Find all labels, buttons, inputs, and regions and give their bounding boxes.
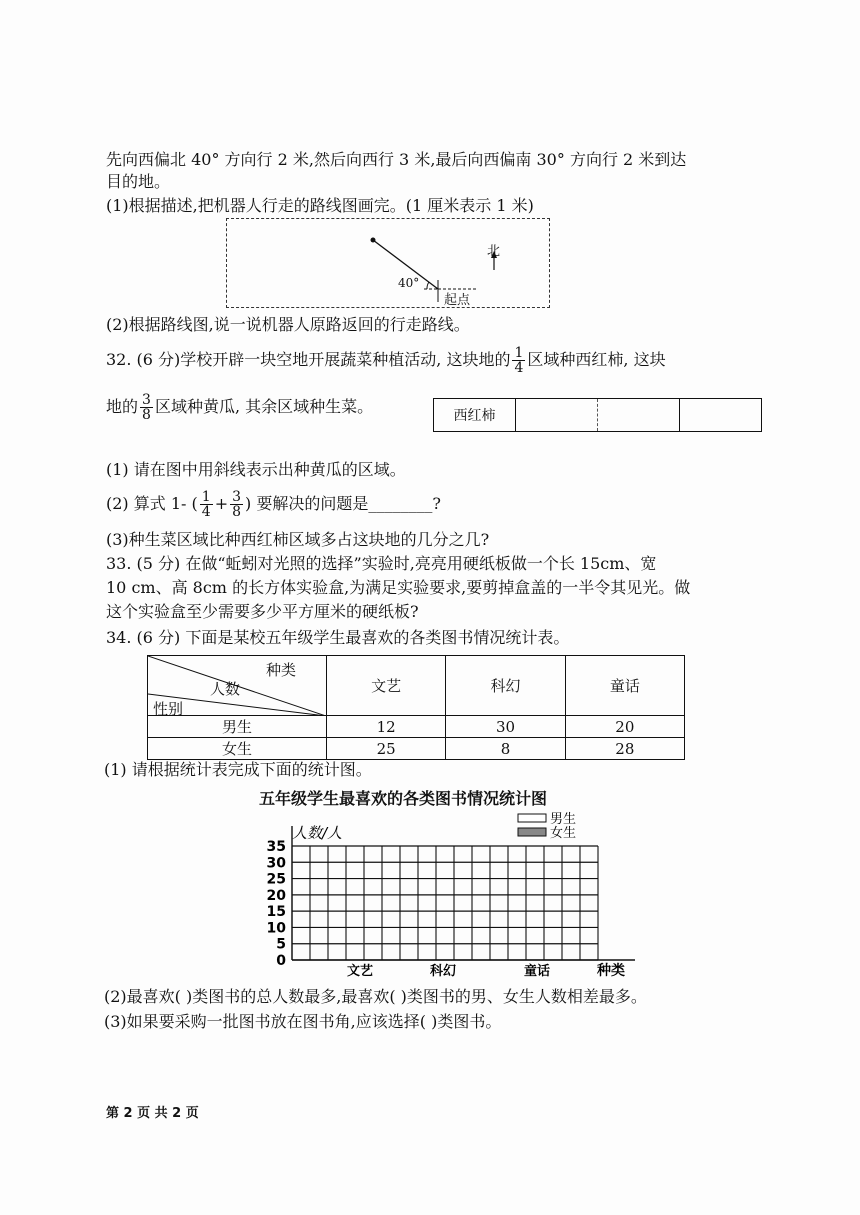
x-tick-label: 科幻 [429,964,457,979]
plot-diagram [433,398,762,432]
q33-line3: 这个实验盒至少需要多少平方厘米的硬纸板? [106,602,419,621]
column-header: 童话 [565,656,684,716]
angle-label: 40° [398,276,420,290]
q32-part1: (1) 请在图中用斜线表示出种黄瓜的区域。 [106,460,406,479]
table-row [148,738,685,760]
header-gender: 性别 [153,700,184,718]
y-tick-label: 25 [266,871,286,888]
statistics-table [147,655,685,760]
plot-cell-tomato: 西红柿 [434,399,516,431]
angle-arc [427,282,429,289]
legend-swatch-boys [518,814,546,822]
q32-intro-line2: 地的 $\frac{3}{8}$ 区域种黄瓜, 其余区域种生菜。 [106,391,374,423]
legend-label-boys: 男生 [550,812,577,827]
x-axis-label: 种类 [597,963,625,979]
q31-line2: 目的地。 [106,172,171,191]
column-header: 科幻 [446,656,565,716]
x-tick-label: 文艺 [346,964,374,979]
q31-part1: (1)根据描述,把机器人行走的路线图画完。(1 厘米表示 1 米) [106,196,534,215]
header-kind: 种类 [265,661,296,679]
y-tick-label: 30 [266,855,286,872]
q31-part2: (2)根据路线图,说一说机器人原路返回的行走路线。 [106,315,470,334]
q34-intro: 34. (6 分) 下面是某校五年级学生最喜欢的各类图书情况统计表。 [106,628,570,647]
q34-part2: (2)最喜欢( )类图书的总人数最多,最喜欢( )类图书的男、女生人数相差最多。 [104,987,647,1006]
table-row [148,716,685,738]
table-cell: 20 [565,716,684,738]
y-tick-label: 35 [266,839,286,855]
route-end-point [371,238,376,243]
q32-intro-line1: 32. (6 分)学校开辟一块空地开展蔬菜种植活动, 这块地的 $\frac{1}{4}$ 区域种西红柿, 这块 [106,344,666,376]
y-tick-label: 5 [276,936,286,953]
plot-cell [598,399,680,431]
page-footer: 第 2 页 共 2 页 [106,1106,199,1121]
table-cell: 25 [327,738,446,760]
row-label: 男生 [148,716,327,738]
y-tick-label: 20 [266,887,286,904]
route-drawing [226,218,550,308]
column-header: 文艺 [327,656,446,716]
q33-line1: 33. (5 分) 在做“蚯蚓对光照的选择”实验时,亮亮用硬纸板做一个长 15cm、宽 [106,554,657,573]
q33-line2: 10 cm、高 8cm 的长方体实验盒,为满足实验要求,要剪掉盒盖的一半令其见光。做 [106,578,691,597]
chart-legend [518,811,576,841]
bar-chart [240,808,660,983]
chart-grid [292,826,635,960]
q34-part1: (1) 请根据统计表完成下面的统计图。 [104,760,372,779]
table-cell: 12 [327,716,446,738]
north-label: 北 [487,244,501,259]
legend-swatch-girls [518,828,546,836]
table-cell: 30 [446,716,565,738]
plot-cell [680,399,761,431]
q32-part3: (3)种生菜区域比种西红柿区域多占这块地的几分之几? [106,530,490,549]
y-tick-label: 0 [276,953,286,969]
table-diagonal-header [148,656,327,716]
table-cell: 8 [446,738,565,760]
y-tick-label: 15 [266,904,286,921]
q34-part3: (3)如果要采购一批图书放在图书角,应该选择( )类图书。 [104,1012,502,1031]
q32-part2: (2) 算式 1- ( $\frac{1}{4}$ + $\frac{3}{8}$ ) 要解决的问题是________? [106,488,441,520]
header-count: 人数 [210,680,241,698]
y-tick-labels [267,839,287,969]
start-label: 起点 [444,293,471,308]
y-tick-label: 10 [266,920,286,937]
plot-cell [516,399,598,431]
x-tick-label: 童话 [523,964,551,979]
chart-title: 五年级学生最喜欢的各类图书情况统计图 [259,789,548,808]
x-category-labels [347,963,550,979]
q31-line1: 先向西偏北 40° 方向行 2 米,然后向西行 3 米,最后向西偏南 30° 方向行 2 米到达 [106,150,687,169]
fraction-three-eighths: $\frac{3}{8}$ [142,391,151,423]
legend-label-girls: 女生 [550,826,577,841]
row-label: 女生 [148,738,327,760]
y-axis-label: 人数/人 [292,824,343,842]
fraction-one-quarter: $\frac{1}{4}$ [514,344,524,376]
table-cell: 28 [565,738,684,760]
